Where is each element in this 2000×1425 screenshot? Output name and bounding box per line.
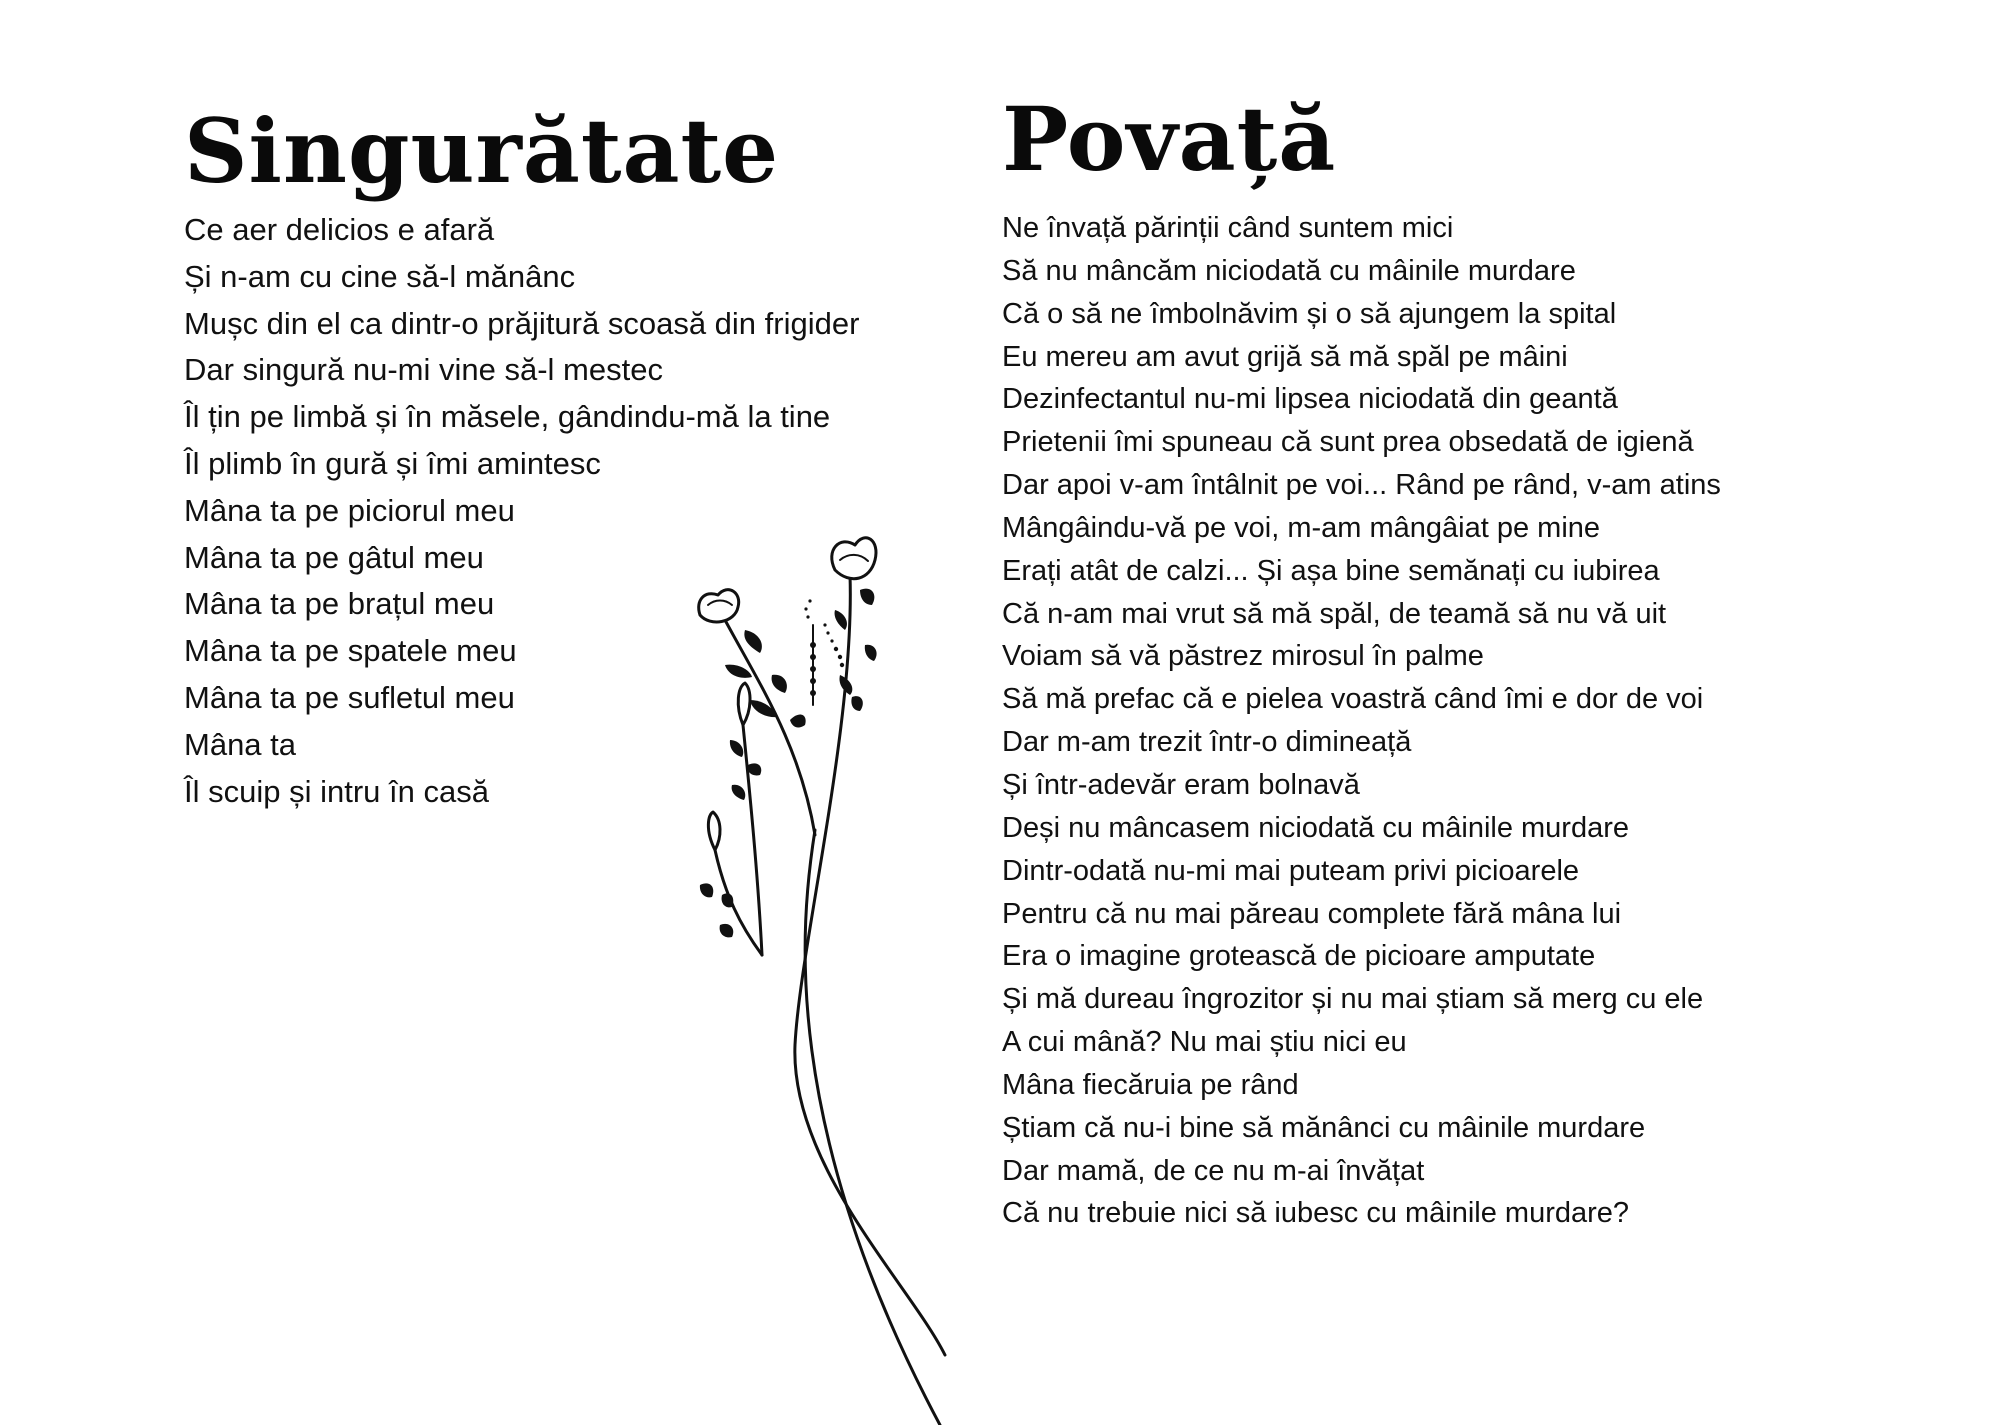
poem-line: Și mă dureau îngrozitor și nu mai știam să merg cu ele [1002, 983, 1704, 1016]
poem-line: Știam că nu-i bine să mănânci cu mâinile murdare [1002, 1111, 1646, 1144]
poem-line: Prietenii îmi spuneau că sunt prea obsedată de igienă [1002, 426, 1694, 459]
poem-line: Îl plimb în gură și îmi amintesc [184, 445, 601, 481]
stem-long-right-icon [795, 575, 945, 1355]
poem-line: Erați atât de calzi... Și așa bine semănați cu iubirea [1002, 554, 1660, 587]
poem-line: Dar mamă, de ce nu m-ai învățat [1002, 1154, 1425, 1187]
poem-line: Că nu trebuie nici să iubesc cu mâinile murdare? [1002, 1197, 1630, 1230]
stem-bud-icon [743, 725, 762, 955]
poem-line: Era o imagine grotească de picioare amputate [1002, 940, 1596, 973]
poem-line: Ce aer delicios e afară [184, 212, 495, 247]
poem-line: Mâna ta [184, 726, 297, 762]
bud-icon [738, 683, 750, 725]
poem-line: Mângâindu-vă pe voi, m-am mângâiat pe mine [1002, 511, 1601, 544]
poem-lines [1002, 207, 1902, 1235]
poem-line: Mâna ta pe sufletul meu [184, 679, 515, 715]
poem-line: Mâna ta pe piciorul meu [184, 492, 515, 528]
poem-line: Pentru că nu mai păreau complete fără mâna lui [1002, 897, 1622, 930]
poem-line: Dar apoi v-am întâlnit pe voi... Rând pe rând, v-am atins [1002, 469, 1721, 502]
poem-line: Dintr-odată nu-mi mai puteam privi picioarele [1002, 854, 1580, 887]
poem-line: Mâna ta pe gâtul meu [184, 539, 484, 575]
poem-line: Să nu mâncăm niciodată cu mâinile murdare [1002, 254, 1576, 287]
poem-line: A cui mână? Nu mai știu nici eu [1002, 1026, 1407, 1059]
stem-long-left-icon [805, 830, 940, 1425]
poem-line: Ne învață părinții când suntem mici [1002, 212, 1454, 244]
poem-line: Eu mereu am avut grijă să mă spăl pe mâini [1002, 340, 1568, 373]
poem-line: Mâna fiecăruia pe rând [1002, 1068, 1299, 1101]
poem-line: Și n-am cu cine să-l mănânc [184, 258, 576, 294]
poem-line: Deși nu mâncasem niciodată cu mâinile murdare [1002, 811, 1630, 844]
poem-line: Mușc din el ca dintr-o prăjitură scoasă din frigider [184, 305, 860, 341]
poem-povata [1002, 84, 1902, 1235]
flower-head-left-icon [699, 590, 739, 622]
flower-head-right-icon [832, 538, 876, 579]
poem-line: Și într-adevăr eram bolnavă [1002, 768, 1360, 801]
poem-line: Să mă prefac că e pielea voastră când îmi e dor de voi [1002, 683, 1704, 716]
poem-line: Mâna ta pe brațul meu [184, 586, 495, 622]
stem-left-flower-icon [725, 620, 815, 835]
poem-line: Că o să ne îmbolnăvim și o să ajungem la spital [1002, 297, 1617, 330]
poem-title: Singurătate [184, 99, 780, 203]
poem-line: Dar m-am trezit într-o dimineață [1002, 726, 1412, 759]
poem-title: Povață [1002, 87, 1337, 191]
poem-line: Dar singură nu-mi vine să-l mestec [184, 352, 663, 388]
poem-line: Îl țin pe limbă și în măsele, gândindu-mă la tine [184, 399, 831, 435]
poem-line: Dezinfectantul nu-mi lipsea niciodată din geantă [1002, 383, 1618, 416]
poem-line: Mâna ta pe spatele meu [184, 633, 517, 669]
poem-line: Îl scuip și intru în casă [184, 773, 489, 809]
poem-line: Voiam să vă păstrez mirosul în palme [1002, 640, 1484, 673]
poem-line: Că n-am mai vrut să mă spăl, de teamă să nu vă uit [1002, 597, 1667, 630]
bud-icon [708, 812, 720, 850]
wildflower-illustration-icon [680, 525, 980, 1425]
